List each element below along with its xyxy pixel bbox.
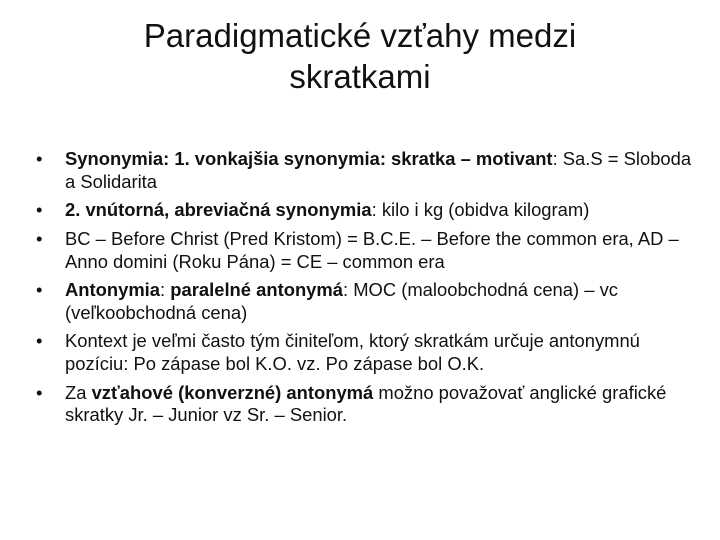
- bullet-text: : kilo i kg (obidva kilogram): [371, 199, 590, 221]
- bullet-item: [36, 330, 696, 375]
- bullet-text-bold: Synonymia:: [65, 148, 175, 169]
- slide-title-line-2: skratkami: [289, 57, 431, 95]
- bullet-text-bold: Antonymia: [65, 279, 161, 301]
- bullet-text: BC – Before Christ (Pred Kristom) = B.C.E. – Before the common era, AD – Anno domini (Roku Pána) = CE – common era: [65, 227, 679, 272]
- bullet-item: [36, 228, 696, 273]
- bullet-item: [36, 382, 696, 427]
- bullet-item: [36, 148, 696, 193]
- bullet-text: možno považovať anglické grafické skratky Jr. – Junior vz Sr. – Senior.: [65, 381, 667, 426]
- bullet-text: Kontext je veľmi často tým činiteľom, ktorý skratkám určuje antonymnú pozíciu: Po zápase bol K.O. vz. Po zápase bol O.K.: [65, 330, 640, 374]
- bullet-text-bold: vzťahové (konverzné) antonymá: [91, 381, 374, 403]
- bullet-text: : Sa.S = Sloboda a Solidarita: [65, 148, 692, 192]
- bullet-text-bold: paralelné antonymá: [170, 279, 343, 301]
- bullet-text: : MOC (maloobchodná cena) – vc (veľkoobchodná cena): [65, 279, 618, 323]
- bullet-item: [36, 199, 696, 222]
- bullet-text: :: [160, 279, 171, 301]
- slide-title-line-1: Paradigmatické vzťahy medzi: [143, 17, 577, 54]
- bullet-list: [36, 148, 696, 433]
- bullet-text-bold: 2. vnútorná, abreviačná synonymia: [65, 199, 372, 221]
- bullet-text: Za: [65, 381, 92, 403]
- bullet-item: [36, 279, 696, 324]
- slide-title: [40, 16, 680, 98]
- bullet-text-bold: 1. vonkajšia synonymia: skratka – motivant: [174, 148, 553, 169]
